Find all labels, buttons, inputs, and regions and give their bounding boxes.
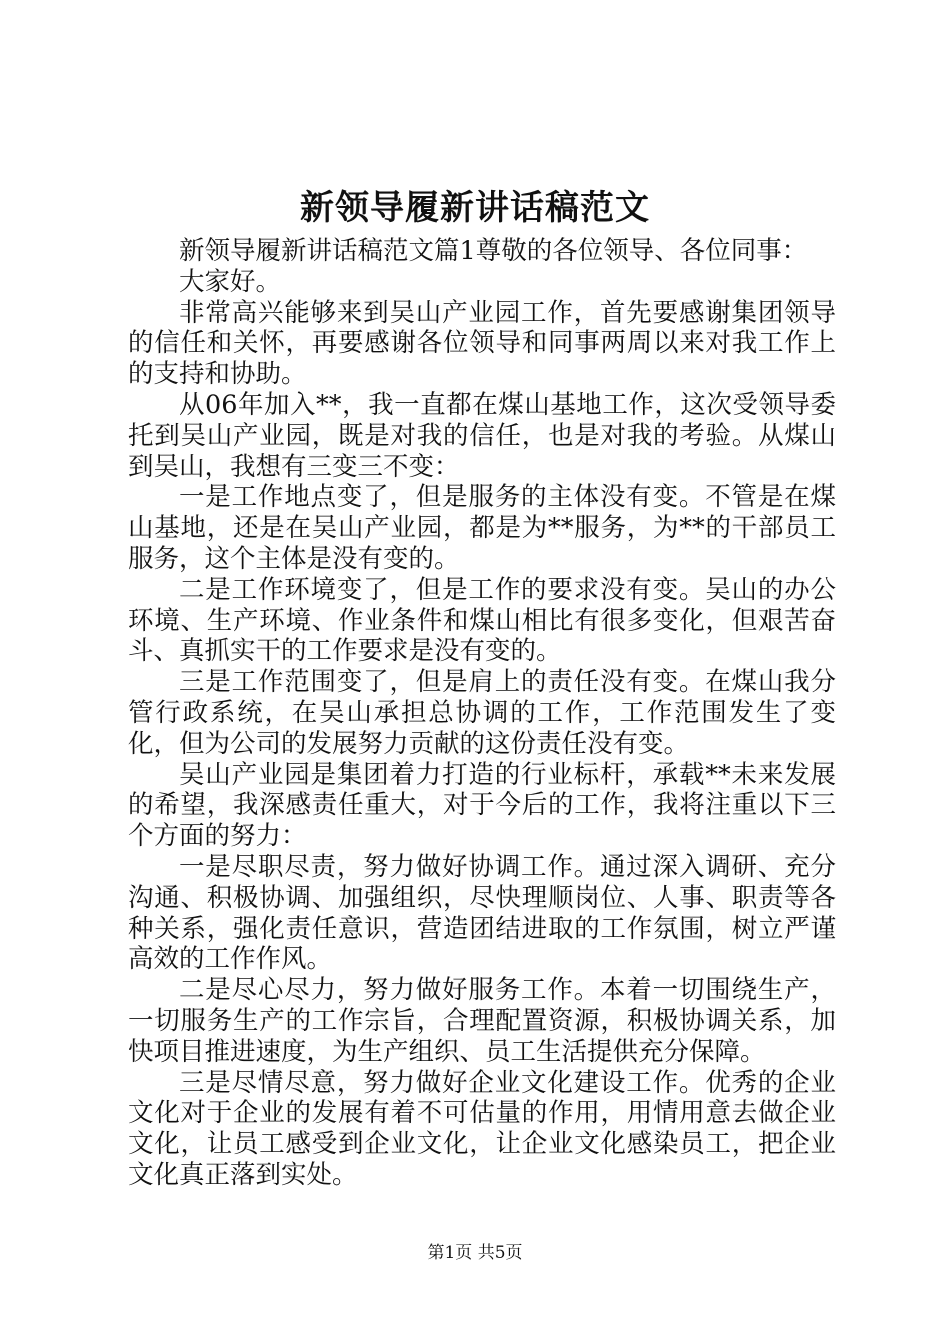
paragraph-effort-1: 一是尽职尽责，努力做好协调工作。通过深入调研、充分沟通、积极协调、加强组织，尽快理顺岗位、人事、职责等各种关系，强化责任意识，营造团结进取的工作氛围，树立严谨高效的工作作风。 — [128, 851, 836, 975]
document-title: 新领导履新讲话稿范文 — [300, 188, 650, 228]
paragraph-greeting: 新领导履新讲话稿范文篇1尊敬的各位领导、各位同事： — [179, 236, 808, 266]
paragraph-change-3: 三是工作范围变了，但是肩上的责任没有变。在煤山我分管行政系统，在吴山承担总协调的工作，工作范围发生了变化，但为公司的发展努力贡献的这份责任没有变。 — [128, 667, 836, 759]
paragraph-effort-2: 二是尽心尽力，努力做好服务工作。本着一切围绕生产，一切服务生产的工作宗旨，合理配置资源，积极协调关系，加快项目推进速度，为生产组织、员工生活提供充分保障。 — [128, 975, 836, 1067]
document-body — [128, 236, 836, 1191]
paragraph-change-1: 一是工作地点变了，但是服务的主体没有变。不管是在煤山基地，还是在吴山产业园，都是为**服务，为**的干部员工服务，这个主体是没有变的。 — [128, 482, 836, 574]
paragraph-hello: 大家好。 — [179, 266, 282, 297]
paragraph-outlook: 吴山产业园是集团着力打造的行业标杆，承载**未来发展的希望，我深感责任重大，对于今后的工作，我将注重以下三个方面的努力： — [128, 759, 836, 852]
page-footer: 第1页 共5页 — [427, 1243, 523, 1263]
paragraph-effort-3: 三是尽情尽意，努力做好企业文化建设工作。优秀的企业文化对于企业的发展有着不可估量的作用，用情用意去做企业文化，让员工感受到企业文化，让企业文化感染员工，把企业文化真正落到实处。 — [128, 1067, 836, 1190]
paragraph-thanks: 非常高兴能够来到吴山产业园工作，首先要感谢集团领导的信任和关怀，再要感谢各位领导和同事两周以来对我工作上的支持和协助。 — [128, 297, 836, 390]
paragraph-background: 从06年加入**，我一直都在煤山基地工作，这次受领导委托到吴山产业园，既是对我的信任，也是对我的考验。从煤山到吴山，我想有三变三不变： — [128, 389, 836, 482]
paragraph-change-2: 二是工作环境变了，但是工作的要求没有变。吴山的办公环境、生产环境、作业条件和煤山相比有很多变化，但艰苦奋斗、真抓实干的工作要求是没有变的。 — [128, 574, 836, 667]
